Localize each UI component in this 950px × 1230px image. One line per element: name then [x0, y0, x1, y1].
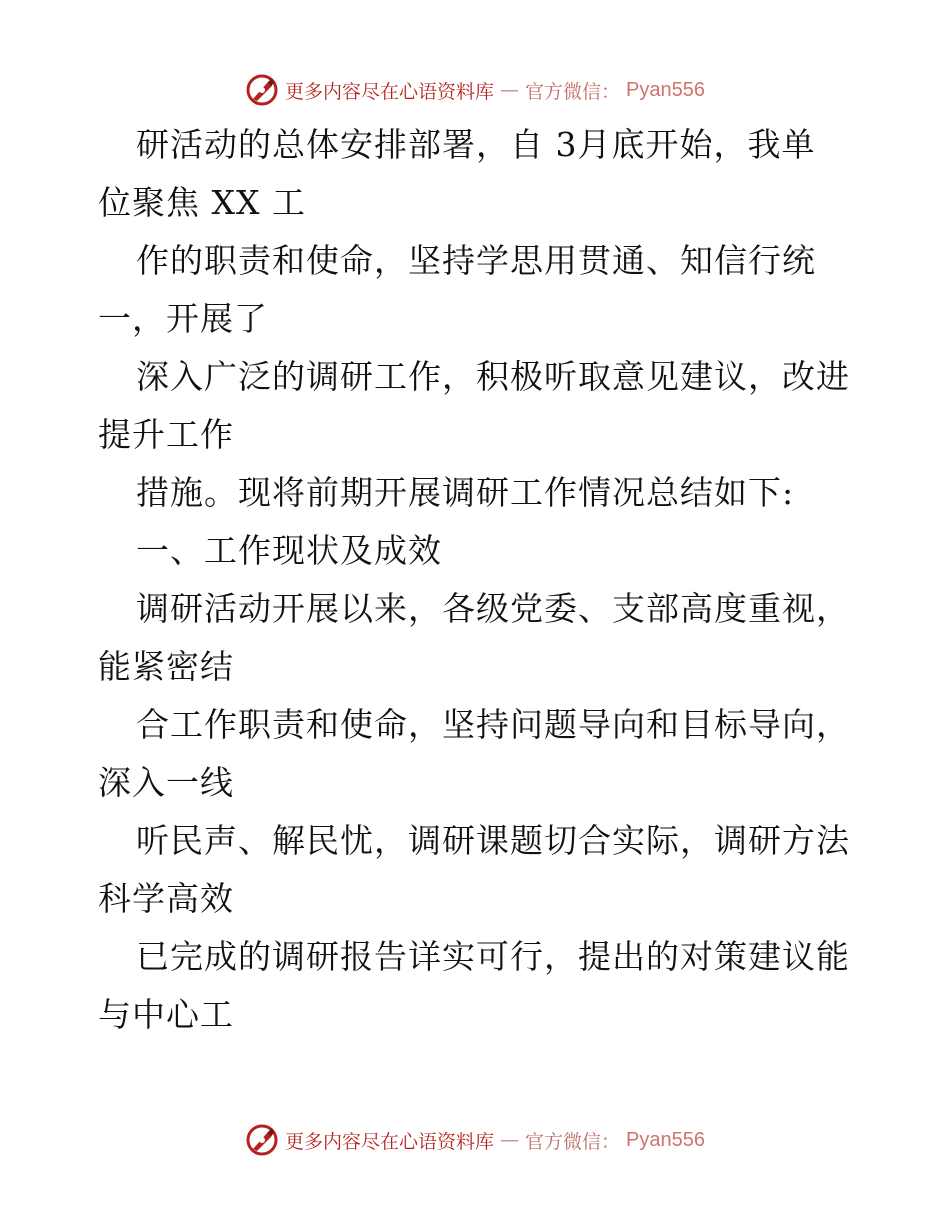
document-body [98, 116, 888, 1044]
text-line [98, 464, 888, 522]
text-line-content: 与中心工 [98, 995, 234, 1034]
section-heading-text: 一、工作现状及成效 [136, 531, 442, 570]
text-line-content: 作的职责和使命，坚持学思用贯通、知信行统 [136, 241, 816, 280]
header-watermark-banner [0, 70, 950, 110]
text-line-content: 已完成的调研报告详实可行，提出的对策建议能 [136, 937, 850, 976]
text-line-content: 一，开展了 [98, 299, 268, 338]
banner-brand-text: 更多内容尽在心语资料库 [285, 1130, 495, 1153]
quill-pen-icon [245, 73, 279, 107]
text-line-content: 提升工作 [98, 415, 234, 454]
banner-wechat-label: 官方微信： [525, 80, 621, 103]
text-line [98, 290, 888, 348]
text-line [98, 580, 888, 638]
text-line [98, 348, 888, 406]
text-line-content: 深入广泛的调研工作，积极听取意见建议，改进 [136, 357, 850, 396]
text-line-content: 措施。现将前期开展调研工作情况总结如下: [136, 473, 795, 512]
text-line [98, 986, 888, 1044]
banner-wechat-handle: Pyan556 [626, 1128, 705, 1151]
quill-pen-icon [245, 1123, 279, 1157]
banner-separator: — [500, 1129, 520, 1151]
banner-wechat-handle: Pyan556 [626, 78, 705, 101]
footer-watermark-banner [0, 1120, 950, 1160]
text-line-content: 调研活动开展以来，各级党委、支部高度重视， [136, 589, 850, 628]
text-line-content: 合工作职责和使命，坚持问题导向和目标导向， [136, 705, 850, 744]
text-line [98, 754, 888, 812]
text-line-content: 研活动的总体安排部署，自 3月底开始，我单 [136, 125, 816, 164]
banner-separator: — [500, 79, 520, 101]
text-line-content: 深入一线 [98, 763, 234, 802]
text-line [98, 116, 888, 174]
text-line [98, 928, 888, 986]
text-line [98, 232, 888, 290]
text-line [98, 870, 888, 928]
text-line [98, 174, 888, 232]
text-line-content: 听民声、解民忧，调研课题切合实际，调研方法 [136, 821, 850, 860]
text-line [98, 696, 888, 754]
text-line [98, 406, 888, 464]
text-line-content: 能紧密结 [98, 647, 234, 686]
text-line-content: 位聚焦 XX 工 [98, 183, 306, 222]
section-heading [98, 522, 888, 580]
text-line [98, 812, 888, 870]
text-line [98, 638, 888, 696]
text-line-content: 科学高效 [98, 879, 234, 918]
banner-brand-text: 更多内容尽在心语资料库 [285, 80, 495, 103]
banner-wechat-label: 官方微信： [525, 1130, 621, 1153]
